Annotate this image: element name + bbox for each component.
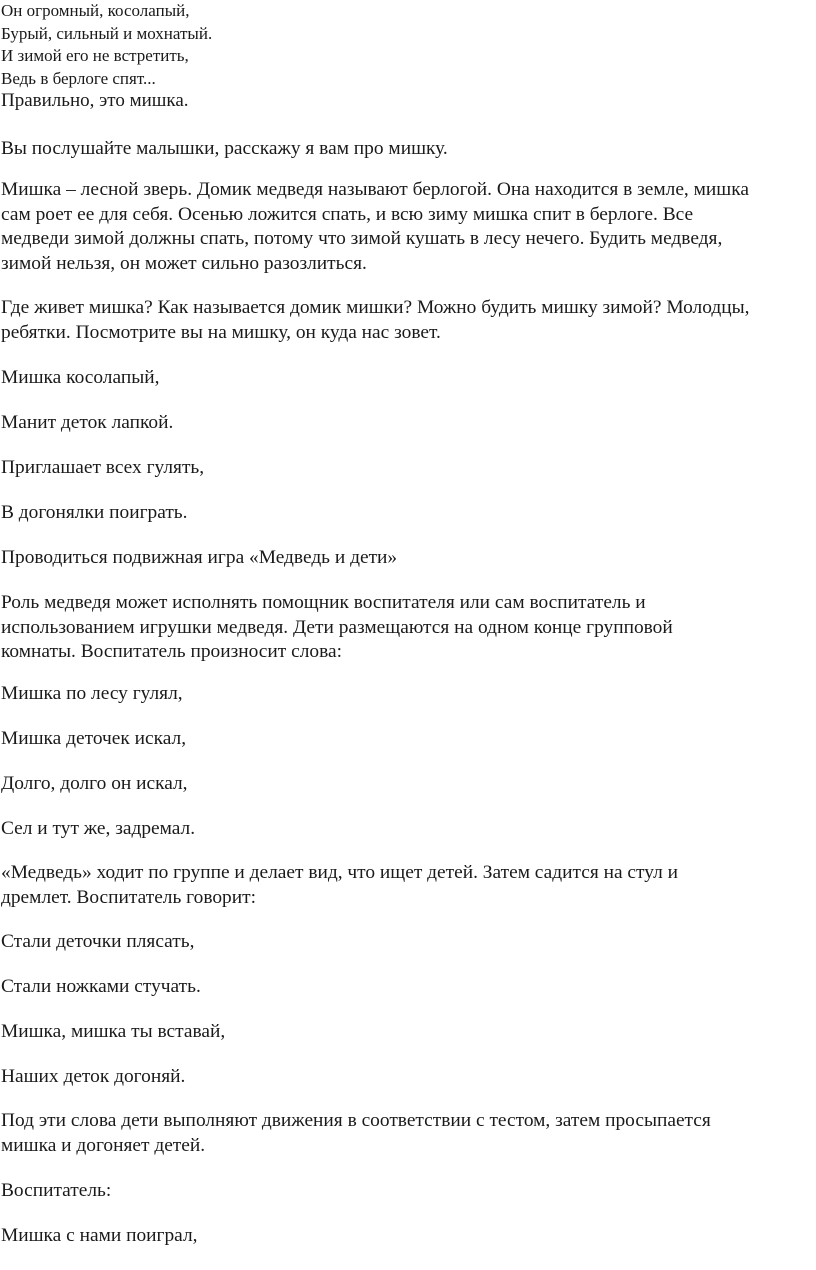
text-line: комнаты. Воспитатель произносит слова: [1,641,342,663]
riddle-line: Ведь в берлоге спят... [1,68,156,88]
paragraph [1,501,188,526]
text-line: ребятки. Посмотрите вы на мишку, он куда нас зовет. [1,321,441,343]
text-line: Манит деток лапкой. [1,412,174,433]
paragraph [1,546,397,571]
paragraph [1,682,183,707]
paragraph [1,591,673,665]
paragraph [1,366,159,391]
paragraph [1,296,749,345]
riddle-line: И зимой его не встретить, [1,46,189,65]
text-line: В догонялки поиграть. [1,502,188,523]
text-line: Воспитатель: [1,1180,112,1201]
paragraph [1,817,195,842]
text-line: Где живет мишка? Как называется домик мишки? Можно будить мишку зимой? Молодцы, [1,297,750,318]
riddle-answer: Правильно, это мишка. [1,90,189,111]
paragraph [1,137,448,162]
text-line: Проводиться подвижная игра «Медведь и дети» [1,547,398,568]
paragraph [1,930,194,955]
paragraph [1,727,186,752]
text-line: Сел и тут же, задремал. [1,818,196,839]
text-line: медведи зимой должны спать, потому что зимой кушать в лесу нечего. Будить медведя, [1,228,723,250]
text-line: Мишка с нами поиграл, [1,1225,198,1246]
text-line: дремлет. Воспитатель говорит: [1,886,256,908]
paragraph [1,411,173,436]
paragraph [1,861,678,910]
paragraph [1,456,204,481]
text-line: Вы послушайте малышки, расскажу я вам про мишку. [1,138,448,159]
paragraph [1,1224,197,1249]
riddle-poem [1,0,801,113]
paragraph [1,1109,711,1158]
text-line: Мишка по лесу гулял, [1,683,183,704]
text-line: Мишка – лесной зверь. Домик медведя называют берлогой. Она находится в земле, мишка [1,179,749,200]
paragraph [1,1179,111,1204]
text-line: Мишка косолапый, [1,367,160,388]
paragraph [1,772,188,797]
text-line: использованием игрушки медведя. Дети размещаются на одном конце групповой [1,616,673,638]
text-line: Стали ножками стучать. [1,976,201,997]
riddle-line: Бурый, сильный и мохнатый. [1,23,213,43]
text-line: мишка и догоняет детей. [1,1134,206,1156]
text-line: Мишка деточек искал, [1,728,187,749]
text-line: Наших деток догоняй. [1,1066,186,1087]
paragraph [1,975,201,1000]
text-line: сам роет ее для себя. Осенью ложится спать, и всю зиму мишка спит в берлоге. Все [1,203,694,225]
text-line: Мишка, мишка ты вставай, [1,1021,226,1042]
paragraph [1,1020,225,1045]
text-line: зимой нельзя, он может сильно разозлиться. [1,252,367,274]
text-line: Долго, долго он искал, [1,773,188,794]
text-line: «Медведь» ходит по группе и делает вид, что ищет детей. Затем садится на стул и [1,862,678,883]
riddle-line: Он огромный, косолапый, [1,1,190,20]
paragraph [1,1065,185,1090]
text-line: Под эти слова дети выполняют движения в соответствии с тестом, затем просыпается [1,1110,711,1131]
paragraph [1,178,749,276]
text-line: Приглашает всех гулять, [1,457,205,478]
text-line: Роль медведя может исполнять помощник воспитателя или сам воспитатель и [1,592,646,613]
text-line: Стали деточки плясать, [1,931,195,952]
